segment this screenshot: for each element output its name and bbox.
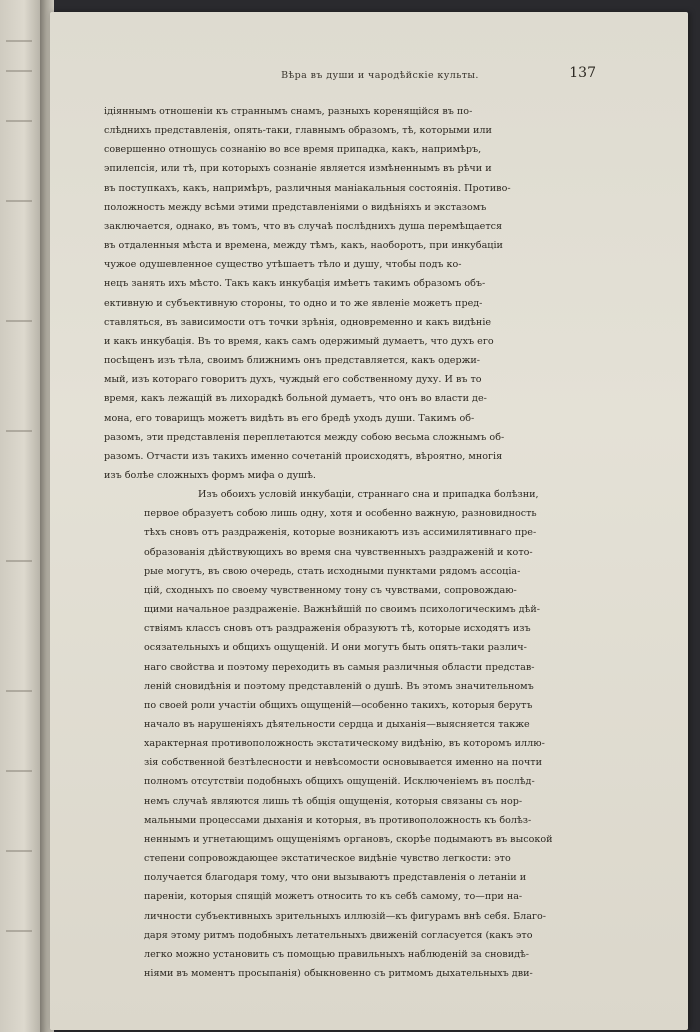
facing-page-line	[6, 120, 32, 122]
book-page	[50, 12, 688, 1030]
text-line: чужое одушевленное существо утѣшаетъ тѣло и душу, чтобы подъ ко-	[104, 259, 462, 271]
text-line: по своей роли участіи общихъ ощущеній—особенно такихъ, которыя берутъ	[144, 699, 533, 711]
text-line: цій, сходныхъ по своему чувственному тону съ чувствами, сопровождаю-	[144, 584, 517, 596]
facing-page-edge	[0, 0, 40, 1032]
text-line: мона, его товарищъ можетъ видѣть въ его бредѣ уходъ души. Такимъ об-	[104, 412, 475, 424]
facing-page-line	[6, 770, 32, 772]
text-line: тѣхъ сновъ отъ раздраженія, которые возникаютъ изъ ассимилятивнаго пре-	[144, 527, 537, 539]
text-line: совершенно отношусь сознанію во все время припадка, какъ, напримѣръ,	[104, 144, 482, 156]
text-line: ніями въ моментъ просыпанія) обыкновенно съ ритмомъ дыхательныхъ дви-	[144, 968, 533, 980]
text-line: ствіямъ классъ сновъ отъ раздраженія образуютъ тѣ, которые исходятъ изъ	[144, 623, 531, 635]
paragraph-2	[104, 485, 624, 983]
text-line: эпилепсія, или тѣ, при которыхъ сознаніе является измѣненнымъ въ рѣчи и	[104, 163, 492, 175]
page-number: 137	[569, 65, 596, 81]
text-line: положность между всѣми этими представленіями о видѣніяхъ и экстазомъ	[104, 201, 487, 213]
facing-page-line	[6, 320, 32, 322]
facing-page-line	[6, 70, 32, 72]
text-line: неннымъ и угнетающимъ ощущеніямъ органовъ, скорѣе подымаютъ въ высокой	[144, 833, 553, 845]
text-line: въ отдаленныя мѣста и времена, между тѣмъ, какъ, наоборотъ, при инкубаціи	[104, 240, 503, 252]
paragraph-1	[104, 102, 624, 485]
text-line: слѣднихъ представленія, опять-таки, главнымъ образомъ, тѣ, которыми или	[104, 125, 492, 137]
text-line: полномъ отсутствіи подобныхъ общихъ ощущеній. Исключеніемъ въ послѣд-	[144, 776, 535, 788]
text-line: рые могутъ, въ свою очередь, стать исходными пунктами рядомъ ассоціа-	[144, 565, 521, 577]
text-line: личности субъективныхъ зрительныхъ иллюзій—къ фигурамъ внѣ себя. Благо-	[144, 910, 547, 922]
facing-page-line	[6, 690, 32, 692]
text-line: заключается, однако, въ томъ, что въ случаѣ послѣднихъ душа перемѣщается	[104, 220, 503, 232]
text-line: ідіяннымъ отношеніи къ страннымъ снамъ, разныхъ коренящійся въ по-	[104, 106, 473, 117]
facing-page-line	[6, 430, 32, 432]
text-line: зія собственной безтѣлесности и невѣсомости основывается именно на почти	[144, 757, 542, 769]
running-title: Вѣра въ души и чародѣйскіе культы.	[281, 70, 479, 81]
body-text	[104, 102, 624, 983]
text-line: даря этому ритмъ подобныхъ летательныхъ движеній согласуется (какъ это	[144, 929, 533, 941]
facing-page-line	[6, 850, 32, 852]
text-line: образованія дѣйствующихъ во время сна чувственныхъ раздраженій и кото-	[144, 546, 533, 558]
text-line: ективную и субъективную стороны, то одно и то же явленіе можетъ пред-	[104, 297, 483, 309]
text-line: ставляться, въ зависимости отъ точки зрѣнія, одновременно и какъ видѣніе	[104, 316, 492, 328]
facing-page-line	[6, 560, 32, 562]
text-line: характерная противоположность экстатическому видѣнію, въ которомъ иллю-	[144, 738, 545, 750]
text-line: наго свойства и поэтому переходить въ самыя различныя области представ-	[144, 661, 535, 673]
text-line: разомъ. Отчасти изъ такихъ именно сочетаній происходятъ, вѣроятно, многія	[104, 450, 503, 462]
text-line: получается благодаря тому, что они вызываютъ представленія о летаніи и	[144, 872, 527, 884]
text-line: степени сопровождающее экстатическое видѣніе чувство легкости: это	[144, 853, 511, 865]
text-line: первое образуетъ собою лишь одну, хотя и особенно важную, разновидность	[144, 508, 537, 520]
text-line: мый, изъ котораго говоритъ духъ, чуждый его собственному духу. И въ то	[104, 374, 482, 386]
text-line: щими начальное раздраженіе. Важнѣйшій по своимъ психологическимъ дѣй-	[144, 604, 540, 616]
text-line: и какъ инкубація. Въ то время, какъ самъ одержимый думаетъ, что духъ его	[104, 335, 494, 347]
text-line: немъ случаѣ являются лишь тѣ общія ощущенія, которыя связаны съ нор-	[144, 795, 523, 807]
text-line: въ поступкахъ, какъ, напримѣръ, различныя маніакальныя состоянія. Противо-	[104, 182, 511, 194]
text-line: Изъ обоихъ условій инкубаціи, страннаго сна и припадка болѣзни,	[198, 489, 539, 501]
text-line: леній сновидѣнія и поэтому представленій о душѣ. Въ этомъ значительномъ	[144, 680, 534, 692]
text-line: мальными процессами дыханія и которыя, въ противоположность къ болѣз-	[144, 814, 532, 826]
text-line: посѣщенъ изъ тѣла, своимъ ближнимъ онъ представляется, какъ одержи-	[104, 355, 481, 367]
facing-page-line	[6, 930, 32, 932]
text-line: время, какъ лежащій въ лихорадкѣ больной думаетъ, что онъ во власти де-	[104, 393, 487, 405]
facing-page-line	[6, 40, 32, 42]
text-line: начало въ нарушеніяхъ дѣятельности сердца и дыханія—выясняется также	[144, 719, 530, 730]
text-line: легко можно установить съ помощью правильныхъ наблюденій за сновидѣ-	[144, 948, 530, 960]
text-line: разомъ, эти представленія переплетаются между собою весьма сложнымъ об-	[104, 431, 505, 443]
text-line: нецъ занять ихъ мѣсто. Такъ какъ инкубація имѣетъ такимъ образомъ объ-	[104, 278, 486, 290]
facing-page-line	[6, 200, 32, 202]
text-line: осязательныхъ и общихъ ощущеній. И они могутъ быть опять-таки различ-	[144, 642, 527, 654]
text-line: изъ болѣе сложныхъ формъ мифа о душѣ.	[104, 469, 316, 481]
text-line: пареніи, которыя спящій можетъ относить то къ себѣ самому, то—при на-	[144, 891, 523, 903]
